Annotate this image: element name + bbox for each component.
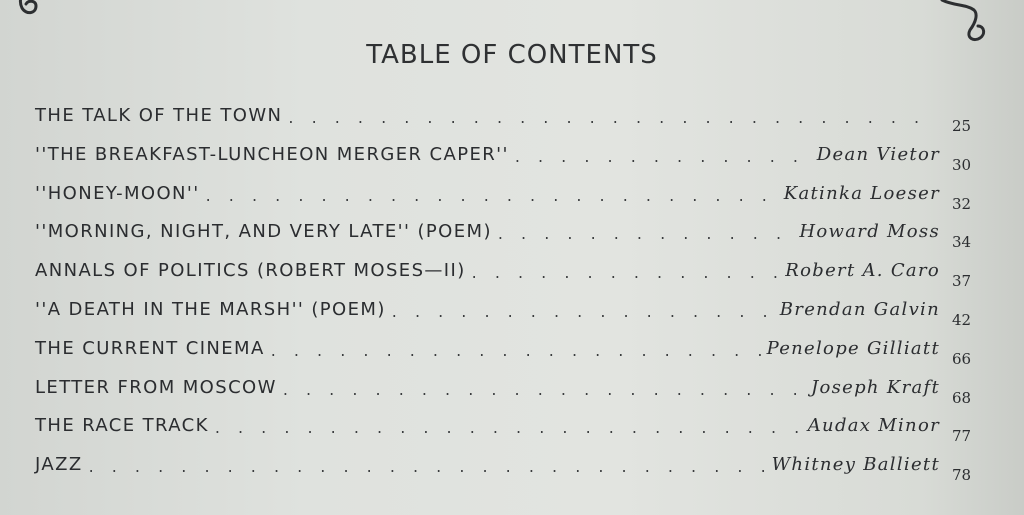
- toc-entry-title: THE CURRENT CINEMA: [35, 337, 265, 359]
- toc-entry-page: 78: [952, 466, 972, 485]
- toc-entry-title: JAZZ: [35, 454, 83, 476]
- toc-entry-author: Joseph Kraft: [810, 376, 940, 398]
- toc-entry-title: THE RACE TRACK: [35, 415, 209, 437]
- toc-entry: [35, 180, 980, 219]
- toc-entry-page: 34: [952, 233, 972, 252]
- toc-entry-page: 42: [952, 310, 972, 329]
- toc-entry-title: ''MORNING, NIGHT, AND VERY LATE'' (POEM): [35, 221, 492, 243]
- dot-leader: [206, 180, 780, 210]
- dot-leader: [271, 335, 763, 365]
- dot-leader: [515, 141, 813, 171]
- toc-entry-author: Katinka Loeser: [783, 182, 940, 204]
- toc-entry: [35, 296, 980, 335]
- toc-entry: [35, 335, 980, 374]
- toc-entry-author: Dean Vietor: [816, 143, 940, 165]
- dot-leader: [288, 102, 936, 132]
- toc-entry-page: 66: [952, 349, 972, 368]
- toc-entry: [35, 257, 980, 296]
- toc-entry: [35, 102, 980, 141]
- toc-entry-author: Brendan Galvin: [779, 298, 940, 320]
- toc-entry-author: Audax Minor: [807, 415, 940, 437]
- toc-entry: [35, 374, 980, 413]
- toc-entry-author: Robert A. Caro: [785, 260, 940, 282]
- dot-leader: [283, 374, 807, 404]
- toc-entry-page: 68: [952, 388, 972, 407]
- toc-entry: [35, 451, 980, 490]
- toc-entry-title: LETTER FROM MOSCOW: [35, 376, 277, 398]
- toc-entry-page: 30: [952, 155, 972, 174]
- toc-entry-page: 37: [952, 272, 972, 291]
- toc-entry: [35, 412, 980, 451]
- ornament-curl-icon: [940, 0, 1000, 44]
- toc-entry-page: 32: [952, 194, 972, 213]
- dot-leader: [89, 451, 768, 481]
- toc-entry: [35, 218, 980, 257]
- toc-entry: [35, 141, 980, 180]
- toc-entry-author: Howard Moss: [799, 221, 940, 243]
- toc-entry-title: THE TALK OF THE TOWN: [35, 105, 283, 126]
- toc-entry-title: ''THE BREAKFAST-LUNCHEON MERGER CAPER'': [35, 143, 509, 165]
- toc-entry-author: Penelope Gilliatt: [766, 337, 940, 359]
- toc-entry-title: ANNALS OF POLITICS (ROBERT MOSES—II): [35, 260, 466, 282]
- toc-entry-author: Whitney Balliett: [771, 454, 940, 476]
- dot-leader: [472, 257, 782, 287]
- dot-leader: [215, 412, 804, 442]
- toc-entry-page: 77: [952, 427, 972, 446]
- toc-entry-title: ''HONEY-MOON'': [35, 182, 200, 204]
- page-title: TABLE OF CONTENTS: [366, 40, 658, 70]
- ornament-swirl-icon: [14, 0, 42, 18]
- toc-entry-title: ''A DEATH IN THE MARSH'' (POEM): [35, 298, 386, 320]
- toc-entry-page: 25: [952, 117, 972, 135]
- dot-leader: [392, 296, 776, 326]
- dot-leader: [498, 218, 796, 248]
- table-of-contents: [35, 102, 980, 490]
